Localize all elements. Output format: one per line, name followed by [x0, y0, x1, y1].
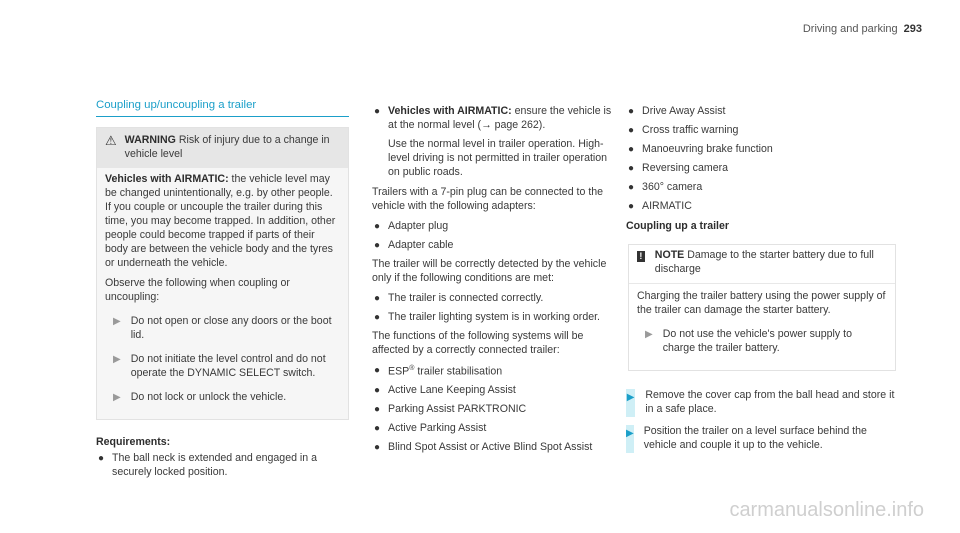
warning-header: [97, 128, 348, 168]
functions-intro: The functions of the following systems will be affected by a correctly connected trailer:: [372, 329, 584, 356]
warning-paragraph: the vehicle level may be changed unintentionally, e.g. by other people. If you couple or uncouple the trailer during this time, you may become trapped. In addition, other people could become trapped if parts of their body are between the vehicle body and the tyres or underneath the vehicle.: [105, 172, 336, 269]
note-text: Damage to the starter battery due to full discharge: [654, 248, 874, 275]
list-item: ● Blind Spot Assist or Active Blind Spot Assist: [374, 441, 593, 454]
list-item: ● Vehicles with AIRMATIC: ensure the vehicle is at the normal level (→ page 262).: [374, 105, 612, 131]
column-3: [626, 103, 896, 461]
list-item: ● Drive Away Assist: [628, 105, 726, 117]
bullet-icon: ●: [374, 423, 381, 435]
warning-label: WARNING: [124, 134, 176, 147]
arrow-icon: ▶: [645, 328, 653, 340]
observe-text: Observe the following when coupling or uncoupling:: [105, 276, 290, 303]
bullet-icon: ●: [374, 292, 381, 304]
bullet-icon: ●: [374, 442, 381, 454]
arrow-icon: ▶: [113, 315, 121, 327]
subsection-title: Coupling up a trailer: [626, 220, 729, 232]
arrow-icon: ▶: [113, 391, 121, 403]
bullet-icon: ●: [628, 125, 635, 136]
section-title: Coupling up/uncoupling a trailer: [96, 98, 349, 117]
section-name: Driving and parking: [802, 23, 898, 35]
bullet-icon: ●: [98, 452, 105, 464]
note-paragraph: Charging the trailer battery using the power supply of the trailer can damage the starter battery.: [637, 289, 886, 316]
list-item: ● Cross traffic warning: [628, 124, 739, 136]
airmatic-label: Vehicles with AIRMATIC:: [105, 172, 229, 185]
column-1: [96, 98, 349, 484]
list-item: ● Manoeuvring brake function: [628, 143, 773, 155]
action-step: ▶ Position the trailer on a level surface behind the vehicle and couple it up to the vehicle.: [626, 424, 867, 451]
action-step: ▶ Remove the cover cap from the ball head and store it in a safe place.: [626, 388, 895, 415]
bullet-icon: ●: [374, 311, 381, 323]
list-item: ● Reversing camera: [628, 162, 729, 174]
bullet-icon: ●: [374, 239, 381, 251]
list-item: ● Active Lane Keeping Assist: [374, 384, 516, 397]
warning-body: [97, 168, 348, 419]
warning-step: ▶ Do not open or close any doors or the boot lid.: [113, 314, 332, 341]
arrow-icon: ▶: [626, 391, 635, 403]
requirements-title: Requirements:: [96, 435, 171, 448]
bullet-icon: ●: [374, 404, 381, 416]
note-box: [628, 244, 896, 371]
bullet-icon: ●: [374, 220, 381, 232]
note-header: [629, 245, 895, 284]
list-item: ● Adapter plug: [374, 219, 449, 232]
bullet-icon: ●: [374, 364, 381, 376]
note-step: ▶ Do not use the vehicle's power supply to charge the trailer battery.: [645, 327, 852, 354]
normal-level-text: Use the normal level in trailer operation. High-level driving is not permitted in trailer operation on public roads.: [388, 137, 608, 178]
list-item: ● AIRMATIC: [628, 200, 692, 212]
bullet-icon: ●: [628, 144, 635, 155]
page-header: [803, 22, 922, 37]
bullet-icon: ●: [374, 106, 381, 117]
arrow-icon: ▶: [626, 427, 634, 439]
bullet-icon: ●: [628, 201, 635, 212]
bullet-icon: ●: [628, 163, 635, 174]
column-2: [372, 103, 620, 460]
list-item: ● 360° camera: [628, 181, 703, 193]
list-item: ● ESP® trailer stabilisation: [374, 364, 503, 378]
adapters-intro: Trailers with a 7-pin plug can be connected to the vehicle with the following adapters:: [372, 185, 604, 212]
note-body: [629, 284, 895, 370]
warning-step: ▶ Do not initiate the level control and do not operate the DYNAMIC SELECT switch.: [113, 352, 326, 379]
warning-text: Risk of injury due to a change in vehicle level: [124, 134, 330, 161]
warning-box: [96, 127, 349, 420]
exclamation-icon: !: [637, 251, 645, 262]
list-item: ● Active Parking Assist: [374, 422, 487, 435]
detection-intro: The trailer will be correctly detected by the vehicle only if the following conditions are met:: [372, 257, 607, 284]
list-item: ● The ball neck is extended and engaged in a securely locked position.: [98, 451, 318, 478]
warning-step: ▶ Do not lock or unlock the vehicle.: [113, 390, 287, 403]
watermark: carmanualsonline.info: [729, 498, 924, 521]
warning-triangle-icon: ⚠: [105, 133, 117, 149]
note-label: NOTE: [654, 248, 685, 261]
arrow-icon: ▶: [113, 353, 121, 365]
list-item: ● The trailer lighting system is in working order.: [374, 310, 601, 323]
list-item: ● Parking Assist PARKTRONIC: [374, 403, 527, 416]
page-number: 293: [903, 23, 922, 35]
list-item: ● Adapter cable: [374, 238, 454, 251]
list-item: ● The trailer is connected correctly.: [374, 291, 544, 304]
bullet-icon: ●: [374, 385, 381, 397]
bullet-icon: ●: [628, 182, 635, 193]
bullet-icon: ●: [628, 106, 635, 117]
